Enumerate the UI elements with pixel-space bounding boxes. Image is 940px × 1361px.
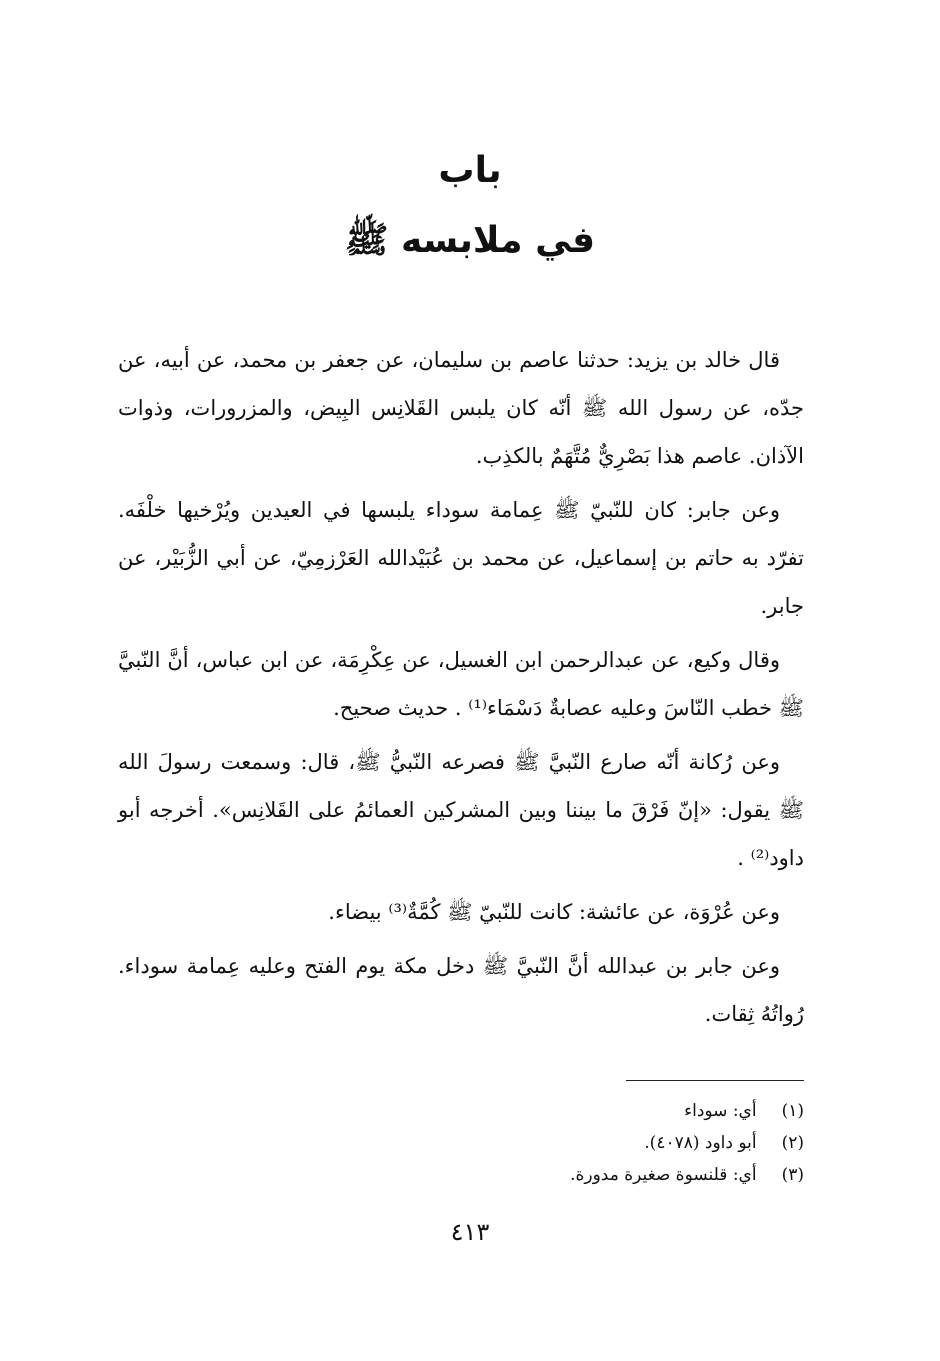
- footnote-text: أي: سوداء: [684, 1101, 757, 1121]
- chapter-subheading: في ملابسه ﷺ: [344, 220, 596, 261]
- paragraph: وعن جابر: كان للنّبيّ ﷺ عِمامة سوداء يلبسها في العيدين ويُرْخيها خلْفَه. تفرّد به حاتم بن إسماعيل، عن محمد بن عُبَيْدالله العَرْزمِيّ، عن أبي الزُّبَيْر، عن جابر.: [118, 498, 804, 618]
- footnotes: [204, 1095, 804, 1191]
- footnote-number: (١): [781, 1101, 804, 1121]
- paragraph: وعن رُكانة أنّه صارع النّبيَّ ﷺ فصرعه النّبيُّ ﷺ، قال: وسمعت رسولَ الله ﷺ يقول: «إنّ فَرْقَ ما بيننا وبين المشركين العمائمُ على القَلانِس». أخرجه أبو داود⁽²⁾ .: [118, 750, 804, 870]
- footnote-number: (٢): [781, 1133, 804, 1153]
- footnote-text: أبو داود (٤٠٧٨).: [644, 1133, 757, 1153]
- paragraph: وعن عُرْوَة، عن عائشة: كانت للنّبيّ ﷺ كُمَّةٌ⁽³⁾ بيضاء.: [328, 900, 780, 924]
- footnote-number: (٣): [781, 1165, 804, 1185]
- paragraph: وقال وكيع، عن عبدالرحمن ابن الغسيل، عن عِكْرِمَة، عن ابن عباس، أنَّ النّبيَّ ﷺ خطب النّاسَ وعليه عصابةٌ دَسْمَاء⁽¹⁾ . حديث صحيح.: [118, 648, 804, 720]
- main-text: [118, 336, 804, 1044]
- paragraph: قال خالد بن يزيد: حدثنا عاصم بن سليمان، عن جعفر بن محمد، عن أبيه، عن جدّه، عن رسول الله ﷺ أنّه كان يلبس القَلانِس البِيض، والمزرورات، وذوات الآذان. عاصم هذا بَصْرِيٌّ مُتَّهَمٌ بالكذِب.: [118, 348, 804, 468]
- footnote: [204, 1127, 804, 1159]
- footnote: [204, 1095, 804, 1127]
- page-number: ٤١٣: [450, 1218, 490, 1246]
- footnote-text: أي: قلنسوة صغيرة مدورة.: [570, 1165, 757, 1185]
- footnote: [204, 1159, 804, 1191]
- footnote-divider: [626, 1080, 804, 1081]
- chapter-heading: باب: [438, 150, 502, 191]
- paragraph: وعن جابر بن عبدالله أنَّ النّبيَّ ﷺ دخل مكة يوم الفتح وعليه عِمامة سوداء. رُواتُهُ ثِقات.: [118, 954, 804, 1026]
